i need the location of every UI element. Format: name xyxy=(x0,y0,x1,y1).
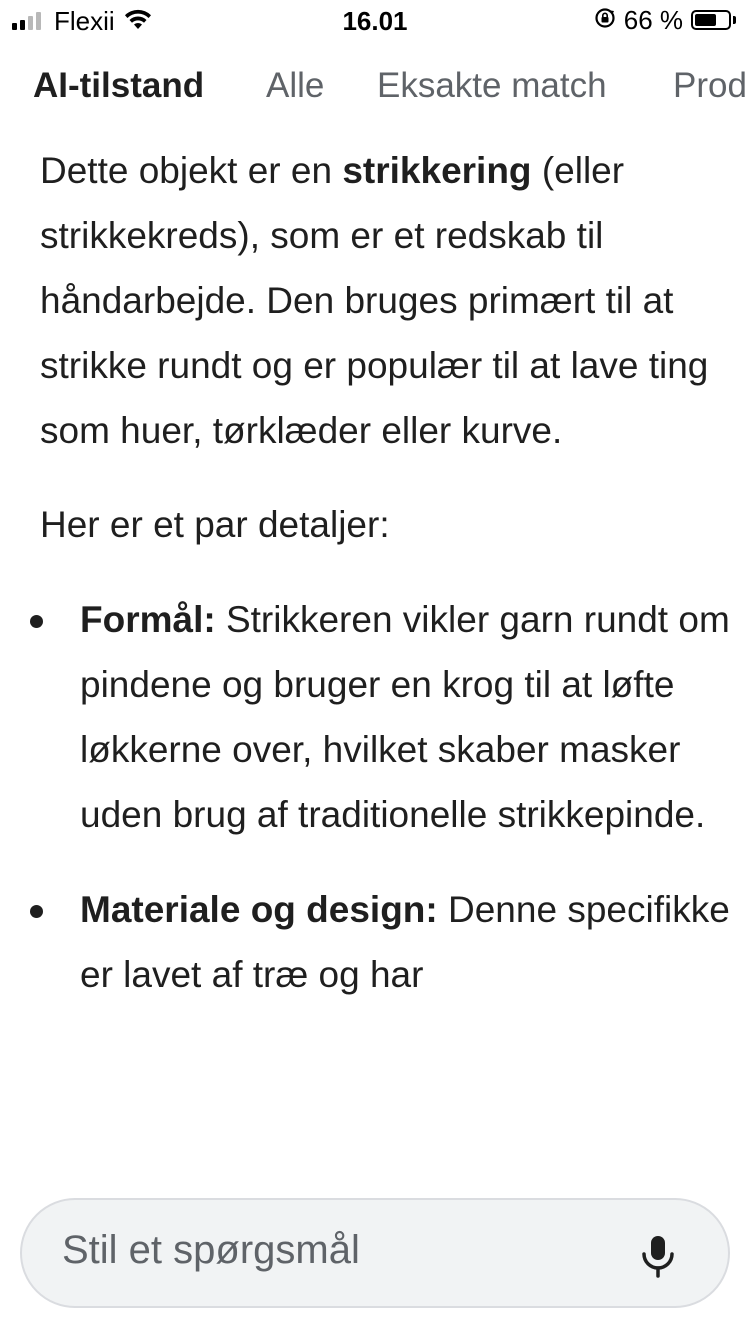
tab-products[interactable]: Prod xyxy=(673,66,747,105)
bullet-term: Formål: xyxy=(80,599,216,640)
list-item xyxy=(40,877,730,1007)
bullet-term: Materiale og design: xyxy=(80,889,438,930)
bullet-icon xyxy=(30,905,43,918)
carrier-name: Flexii xyxy=(54,5,115,36)
status-time: 16.01 xyxy=(342,6,408,36)
intro-text-end: (eller strikkekreds), som er et redskab til håndarbejde. Den bruges primært til at strikke rundt og er populær til at lave ting som huer, tørklæder eller kurve. xyxy=(40,150,709,451)
battery-percent: 66 % xyxy=(623,4,683,35)
tab-ai-mode[interactable]: AI-tilstand xyxy=(33,66,205,105)
ask-input[interactable] xyxy=(20,1198,730,1308)
status-bar xyxy=(0,0,750,42)
tab-all[interactable]: Alle xyxy=(266,66,325,105)
search-mode-tabs xyxy=(0,60,750,116)
microphone-icon[interactable] xyxy=(640,1234,676,1278)
rotation-lock-icon xyxy=(594,7,616,34)
bullet-icon xyxy=(30,615,43,628)
intro-highlight: strikkering xyxy=(342,150,532,191)
intro-text-start: Dette objekt er en xyxy=(40,150,343,191)
bullet-text: Strikkeren vikler garn rundt om pindene og bruger en krog til at løfte løkkerne over, hvilket skaber masker uden brug af traditionelle strikkepinde. xyxy=(80,599,730,835)
battery-tip xyxy=(733,16,736,24)
ai-answer xyxy=(40,138,730,1037)
ask-placeholder: Stil et spørgsmål xyxy=(62,1228,360,1272)
battery-icon xyxy=(691,10,731,30)
details-list xyxy=(40,587,730,1007)
details-heading: Her er et par detaljer: xyxy=(40,504,390,545)
bullet-text: Denne specifikke er lavet af træ og har xyxy=(80,889,730,995)
list-item xyxy=(40,587,730,847)
tab-exact-match[interactable]: Eksakte match xyxy=(377,66,607,105)
answer-intro xyxy=(40,138,730,463)
status-right xyxy=(594,6,736,34)
